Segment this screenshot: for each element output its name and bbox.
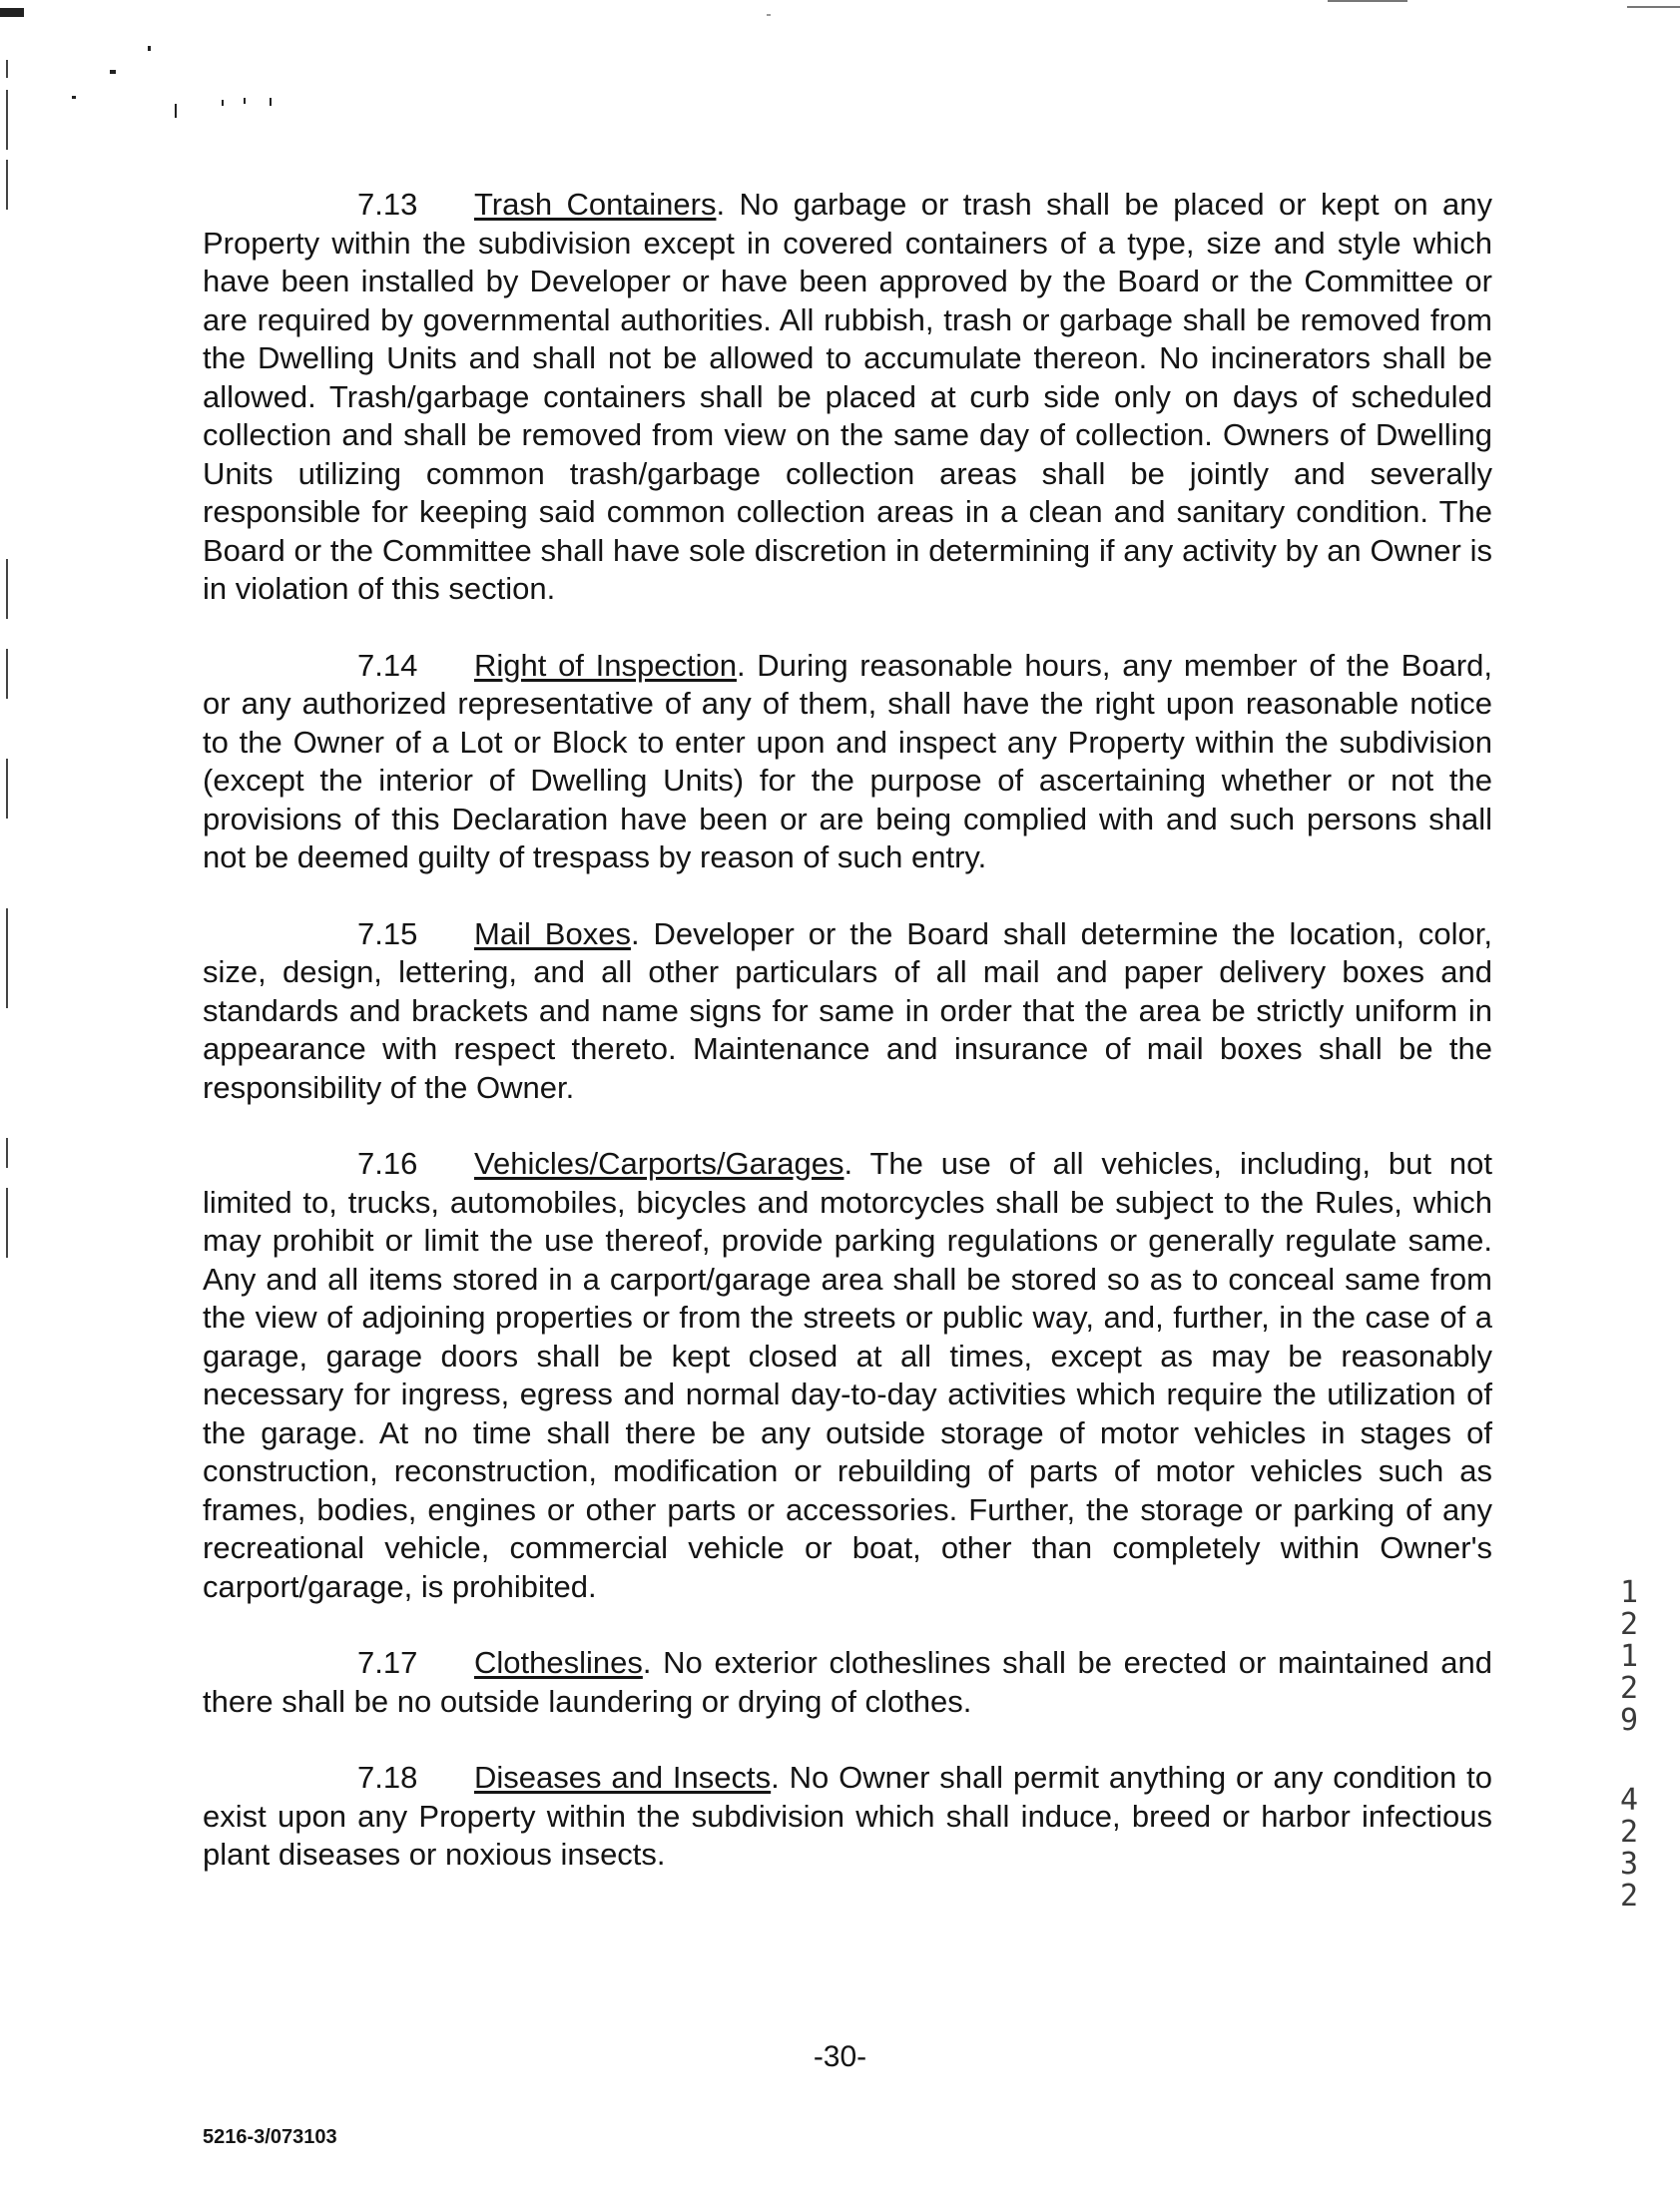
section-number: 7.13 — [357, 187, 418, 222]
scan-dot — [767, 14, 771, 16]
stamp-gap — [1620, 1737, 1638, 1785]
margin-scan-line — [6, 60, 8, 78]
section-title: Clotheslines — [474, 1645, 643, 1680]
scan-line-top-right — [1627, 6, 1680, 8]
section-number: 7.16 — [357, 1146, 418, 1181]
stamp-digit: 2 — [1620, 1815, 1639, 1850]
stamp-digit: 2 — [1620, 1671, 1639, 1706]
scan-mark-top-left — [0, 8, 24, 17]
section-7-15 — [203, 915, 1492, 1108]
section-number: 7.15 — [357, 915, 418, 951]
section-title: Vehicles/Carports/Garages — [474, 1146, 844, 1181]
stamp-digit: 2 — [1620, 1607, 1639, 1642]
scan-dot — [110, 70, 116, 74]
page-number: -30- — [813, 2040, 867, 2073]
section-number: 7.18 — [357, 1760, 418, 1795]
document-code: 5216-3/073103 — [203, 2126, 337, 2148]
section-7-14 — [203, 647, 1492, 877]
section-7-18 — [203, 1759, 1492, 1875]
stamp-digit: 9 — [1620, 1703, 1639, 1738]
scan-dot — [148, 46, 151, 51]
section-body: . No Owner shall permit anything or any condition to exist upon any Property within the subdivision which shall induce, breed or harbor infectious plant diseases or noxious insects. — [203, 1760, 1493, 1872]
recording-stamp — [1620, 1577, 1638, 1913]
scan-dot — [244, 98, 246, 104]
stamp-digit: 3 — [1620, 1847, 1639, 1882]
scan-dot — [222, 100, 224, 106]
section-7-17 — [203, 1644, 1492, 1721]
scan-dot — [270, 98, 272, 106]
margin-scan-line — [6, 1188, 8, 1258]
margin-scan-line — [6, 160, 8, 210]
margin-scan-line — [6, 90, 8, 150]
margin-scan-line — [6, 1138, 8, 1168]
section-number: 7.17 — [357, 1645, 418, 1680]
section-7-16 — [203, 1145, 1492, 1606]
stamp-digit: 4 — [1620, 1783, 1639, 1818]
stamp-digit: 2 — [1620, 1879, 1639, 1914]
stamp-digit: 1 — [1620, 1639, 1639, 1674]
margin-scan-line — [6, 649, 8, 699]
document-body — [203, 186, 1492, 1875]
margin-scan-line — [6, 908, 8, 1008]
section-title: Mail Boxes — [474, 915, 631, 951]
section-7-13 — [203, 186, 1492, 609]
margin-scan-line — [6, 759, 8, 819]
section-body: . No garbage or trash shall be placed or kept on any Property within the subdivision except in covered containers of a type, size and style which have been installed by Developer or have been approved by the Board or the Committee or are required by governmental authorities. All rubbish, trash or garbage shall be removed from the Dwelling Units and shall not be allowed to accumulate thereon. No incinerators shall be allowed. Trash/garbage containers shall be placed at curb side only on days of scheduled collection and shall be removed from view on the same day of collection. Owners of Dwelling Units utilizing common trash/garbage collection areas shall be jointly and severally responsible for keeping said common collection areas in a clean and sanitary condition. The Board or the Committee shall have sole discretion in determining if any activity by an Owner is in violation of this section. — [203, 187, 1492, 606]
margin-scan-line — [6, 559, 8, 619]
section-body: . During reasonable hours, any member of the Board, or any authorized representative of any of them, shall have the right upon reasonable notice to the Owner of a Lot or Block to enter upon and inspect any Property within the subdivision (except the interior of Dwelling Units) for the purpose of ascertaining whether or not the provisions of this Declaration have been or are being complied with and such persons shall not be deemed guilty of trespass by reason of such entry. — [203, 647, 1492, 874]
scan-line-top — [1328, 0, 1407, 2]
scan-dot — [175, 104, 177, 118]
stamp-digit: 1 — [1620, 1575, 1639, 1610]
scan-dot — [72, 96, 76, 99]
section-title: Trash Containers — [474, 187, 717, 222]
section-body: . Developer or the Board shall determine the location, color, size, design, lettering, and all other particulars of all mail and paper delivery boxes and standards and brackets and name signs for same in order that the area be strictly uniform in appearance with respect thereto. Maintenance and insurance of mail boxes shall be the responsibility of the Owner. — [203, 915, 1493, 1105]
section-body: . No exterior clotheslines shall be erected or maintained and there shall be no outside laundering or drying of clothes. — [203, 1645, 1492, 1719]
section-title: Diseases and Insects — [474, 1760, 772, 1795]
section-number: 7.14 — [357, 647, 418, 683]
section-title: Right of Inspection — [474, 647, 737, 683]
section-body: . The use of all vehicles, including, but not limited to, trucks, automobiles, bicycles and motorcycles shall be subject to the Rules, which may prohibit or limit the use thereof, provide parking regulations or generally regulate same. Any and all items stored in a carport/garage area shall be stored so as to conceal same from the view of adjoining properties or from the streets or public way, and, further, in the case of a garage, garage doors shall be kept closed at all times, except as may be reasonably necessary for ingress, egress and normal day-to-day activities which require the utilization of the garage. At no time shall there be any outside storage of motor vehicles in stages of construction, reconstruction, modification or rebuilding of parts of motor vehicles such as frames, bodies, engines or other parts or accessories. Further, the storage or parking of any recreational vehicle, commercial vehicle or boat, other than completely within Owner's carport/garage, is prohibited. — [203, 1146, 1492, 1604]
